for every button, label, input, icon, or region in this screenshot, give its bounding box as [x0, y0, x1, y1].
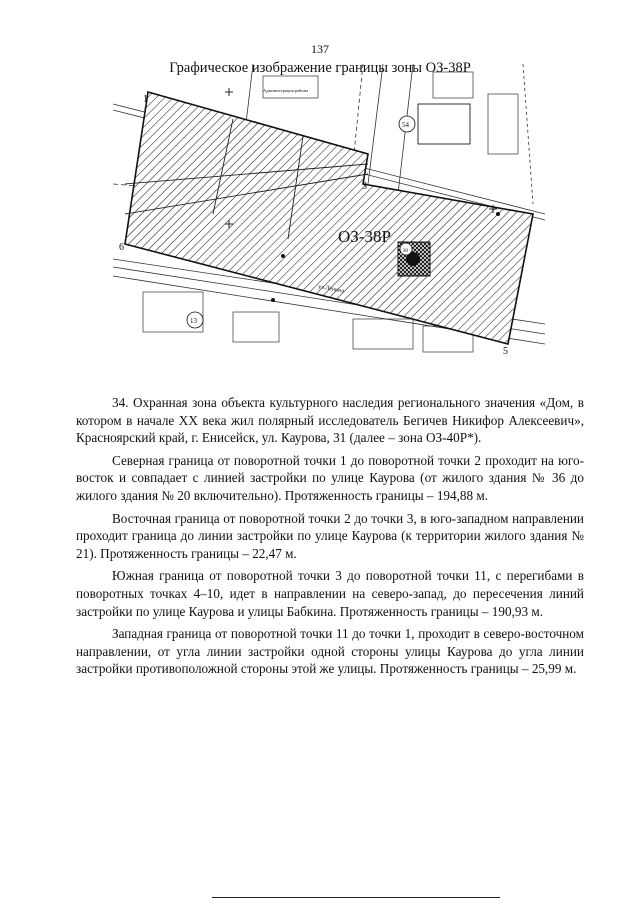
page-number: 137: [311, 42, 329, 56]
point-5-label: 5: [503, 346, 508, 356]
paragraph-3: Восточная граница от поворотной точки 2 до точки 3, в юго-западном направлении проходит граница до линии застройки по улице Каурова (к территории жилого здания № 21). Протяженность границы – 22,47 м.: [76, 510, 584, 561]
boundary-map: [113, 64, 545, 356]
zone-label: ОЗ-38Р: [338, 227, 391, 246]
building-54-label: 54: [402, 121, 409, 129]
building-13-label: 13: [190, 317, 197, 325]
object-number: 38: [402, 248, 408, 254]
point-3-label: 3: [362, 181, 367, 192]
footer-rule: [212, 897, 500, 898]
point-6-label: 6: [119, 242, 124, 253]
paragraph-4: Южная граница от поворотной точки 3 до поворотной точки 11, с перегибами в поворотных точках 4–10, идет в направлении на северо-запад, до пересечения линий застройки по улице Каурова и улицы Бабкина. Протяженность границы – 190,93 м.: [76, 568, 584, 619]
point-1-label: 1: [143, 94, 148, 105]
zone-polygon: [125, 92, 533, 344]
admin-label: Администрация района: [263, 88, 309, 93]
paragraph-2: Северная граница от поворотной точки 1 до поворотной точки 2 проходит на юго-восток и совпадает с линией застройки по улице Каурова (от жилого здания № 36 до жилого здания № 20 включительно). Протяженность границы – 194,88 м.: [76, 452, 584, 503]
document-body: [76, 394, 584, 683]
map-title: Графическое изображение границы зоны ОЗ-38Р: [169, 60, 471, 76]
paragraph-1: 34. Охранная зона объекта культурного наследия регионального значения «Дом, в котором в начале XX века жил полярный исследователь Бегичев Никифор Алексеевич», Красноярский край, г. Енисейск, ул. Каурова, 31 (далее – зона ОЗ-40Р*).: [76, 395, 584, 446]
street-label: ул.Ленина: [317, 284, 345, 295]
paragraph-5: Западная граница от поворотной точки 11 до точки 1, проходит в северо-восточном направлении, от угла линии застройки одной стороны улицы Каурова до угла линии застройки противоположной стороны этой же улицы. Протяженность границы – 25,99 м.: [76, 626, 584, 677]
